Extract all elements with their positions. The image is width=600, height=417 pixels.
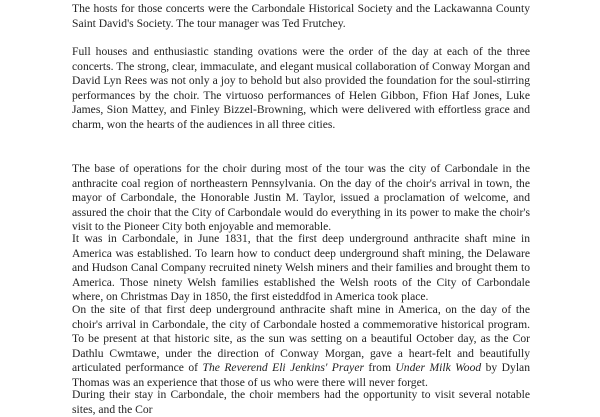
paragraph-text-after: by Dylan Thomas was an experience that those of us who were there will never forget. — [72, 361, 530, 389]
paragraph-carbondale-base: The base of operations for the choir during most of the tour was the city of Carbondale in the anthracite coal region of northeastern Pennsylvania. On the day of the choir's arrival in town, the mayor of Carbondale, the Honorable Justin M. Taylor, issued a proclamation of welcome, and assured the choir that the City of Carbondale would do everything in its power to make the choir's visit to the Pioneer City both enjoyable and memorable. — [72, 162, 530, 234]
paragraph-carbondale-history: It was in Carbondale, in June 1831, that the first deep underground anthracite shaft mine in America was established. To learn how to conduct deep underground shaft mining, the Delaware and Hudson Canal Company recruited ninety Welsh miners and their families and brought them to America. Those ninety Welsh families established the Welsh roots of the City of Carbondale where, on Christmas Day in 1850, the first eisteddfod in America took place. — [72, 232, 530, 304]
paragraph-text-middle: from — [363, 361, 396, 375]
paragraph-concert-reception: Full houses and enthusiastic standing ovations were the order of the day at each of the three concerts. The strong, clear, immaculate, and elegant musical collaboration of Conway Morgan and David Lyn Rees was not only a joy to behold but also provided the foundation for the soul-stirring performances by the choir. The virtuoso performances of Helen Gibbon, Ffion Haf Jones, Luke James, Sion Mattey, and Finley Bizzel-Browning, which were delivered with effortless grace and charm, won the hearts of the audiences in all three cities. — [72, 45, 530, 131]
play-title: Under Milk Wood — [395, 361, 482, 375]
paragraph-cut-off: During their stay in Carbondale, the choir members had the opportunity to visit several notable sites, and the Cor — [72, 388, 530, 416]
paragraph-text-before: On the site of that first deep underground anthracite shaft mine in America, on the day of the choir's arrival in Carbondale, the city of Carbondale hosted a commemorative historical program. To be present at that historic site, as the sun was setting on a beautiful October day, as the Cor Dathlu Cwmtawe, under the direction of Conway Morgan, gave a heart-felt and beautifully articulated performance of — [72, 303, 530, 375]
prayer-title: The Reverend Eli Jenkins' Prayer — [202, 361, 364, 375]
paragraph-concert-hosts: The hosts for those concerts were the Carbondale Historical Society and the Lackawanna County Saint David's Society. The tour manager was Ted Frutchey. — [72, 2, 530, 30]
paragraph-commemorative-program — [72, 303, 530, 391]
